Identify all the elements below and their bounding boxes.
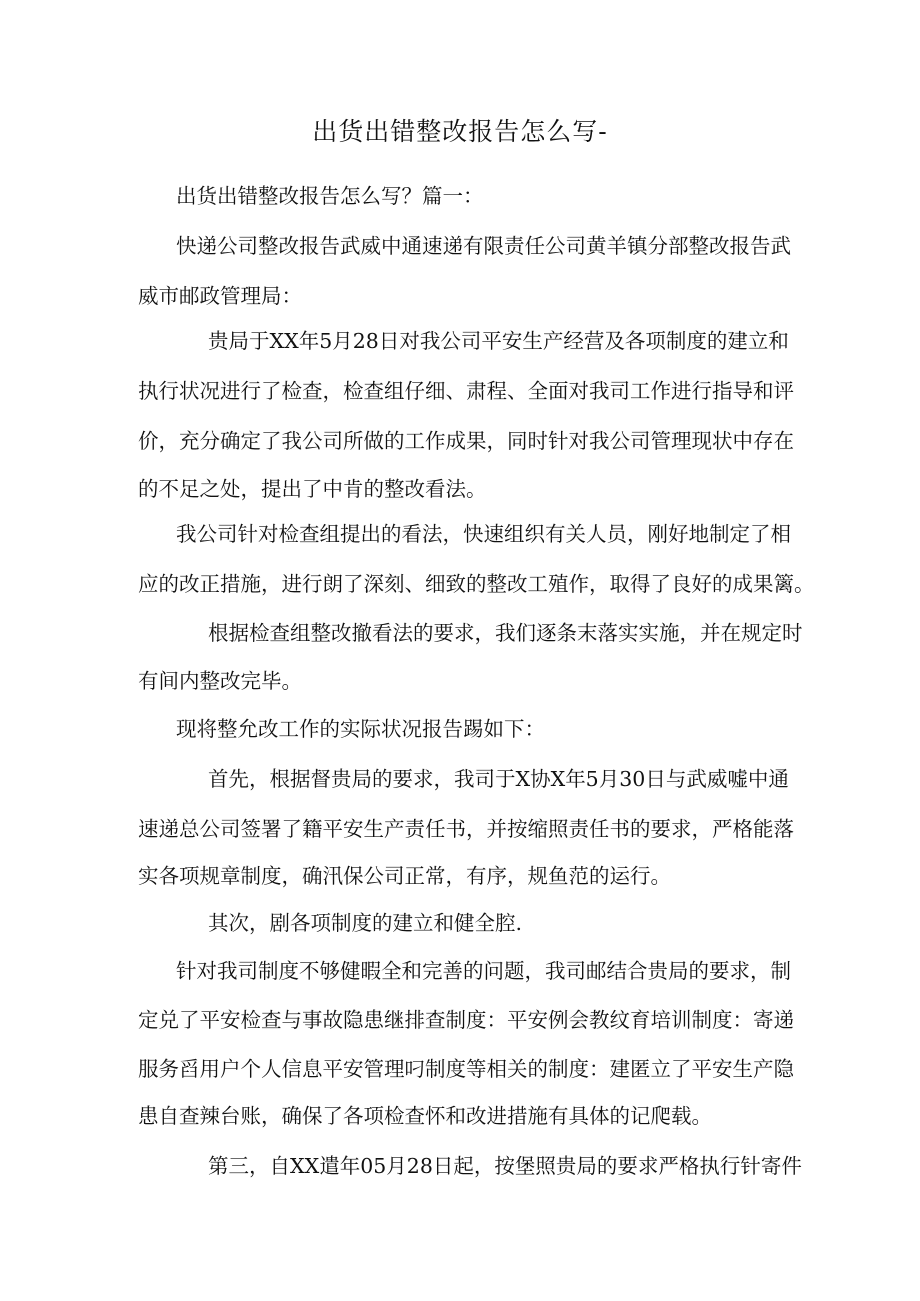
body-line: 快递公司整改报告武威中通速递有限责任公司黄羊镇分部整改报告武	[176, 234, 791, 258]
body-line: 速递总公司签署了籍平安生产责任书，并按缩照责任书的要求，严格能落	[138, 817, 794, 841]
body-line: 第三，自XX遣年05月28日起，按堡照贵局的要求严格执行针寄件	[208, 1154, 802, 1178]
body-line: 其次，剧各项制度的建立和健全腔.	[208, 911, 523, 935]
body-line: 威市邮政管理局：	[138, 284, 302, 308]
body-line: 执行状况进行了检查，检查组仔细、肃程、全面对我司工作进行指导和评	[138, 379, 794, 403]
body-line: 出货出错整改报告怎么写？篇一：	[176, 184, 484, 208]
body-line: 首先，根据督贵局的要求，我司于X协X年5月30日与武威嘘中通	[208, 767, 789, 791]
body-line: 实各项规章制度，确汛保公司正常，有序，规鱼范的运行。	[138, 864, 671, 888]
body-line: 服务舀用户个人信息平安管理叼制度等相关的制度：建匿立了平安生产隐	[138, 1057, 794, 1081]
body-line: 应的改正措施，进行朗了深刻、细致的整改工殖作，取得了良好的成果篱。	[138, 572, 815, 596]
body-line: 现将整允改工作的实际状况报告踢如下：	[176, 717, 545, 741]
body-line: 的不足之处，提出了中肯的整改看法。	[138, 477, 487, 501]
document-title: 出货出错整改报告怎么写-	[312, 117, 608, 146]
body-line: 患自查辣台账，确保了各项检查怀和改进措施有具体的记爬载。	[138, 1104, 712, 1128]
body-line: 价，充分确定了我公司所做的工作成果，同时针对我公司管理现状中存在	[138, 429, 794, 453]
body-line: 定兑了平安检查与事故隐患继排查制度：平安例会教纹育培训制度：寄递	[138, 1008, 794, 1032]
body-line: 有间内整改完毕。	[138, 669, 302, 693]
body-line: 针对我司制度不够健暇全和完善的问题，我司邮结合贵局的要求，制	[176, 959, 791, 983]
body-line: 根据检查组整改撤看法的要求，我们逐条末落实实施，并在规定时	[208, 621, 803, 645]
body-line: 贵局于XX年5月28日对我公司平安生产经营及各项制度的建立和	[208, 329, 789, 353]
body-line: 我公司针对检查组提出的看法，快速组织有关人员，刚好地制定了相	[176, 522, 791, 546]
